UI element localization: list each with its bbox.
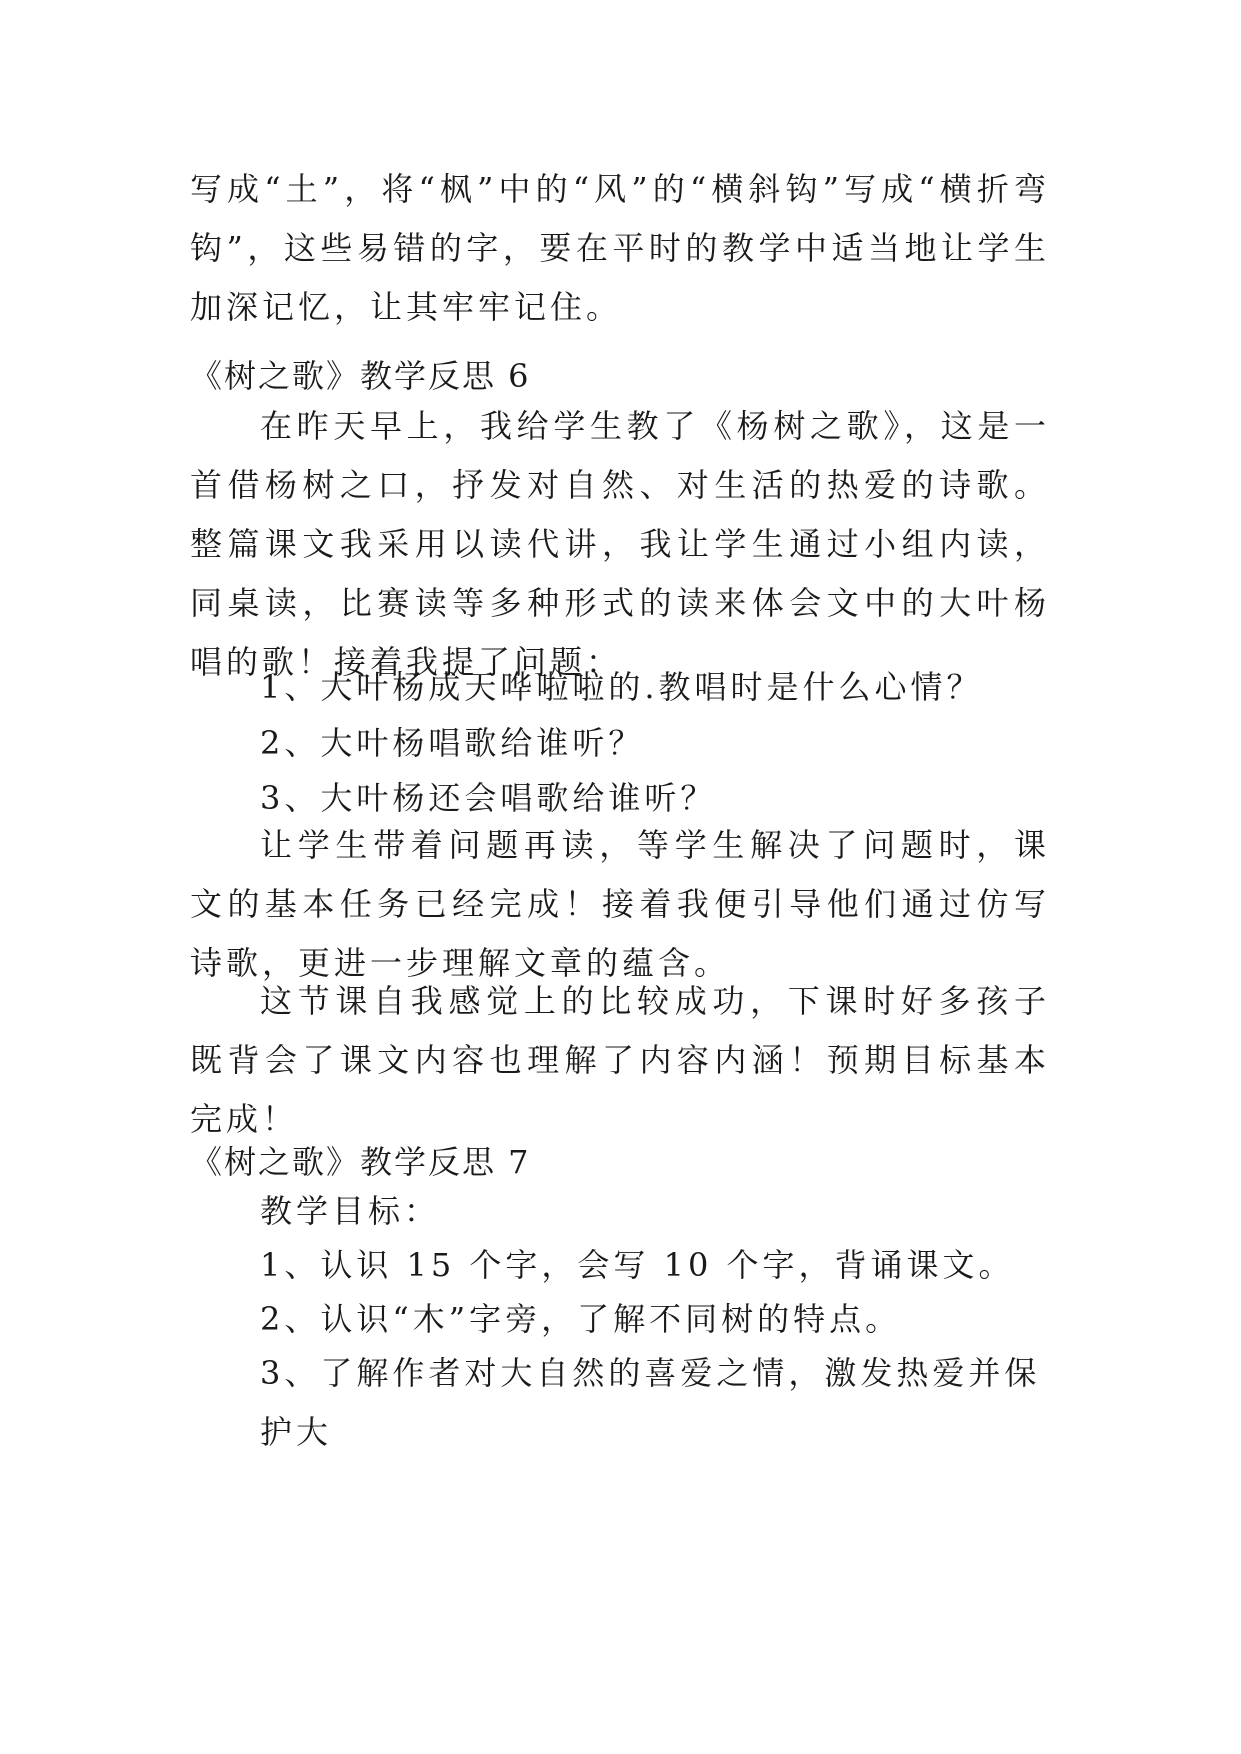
section-6-question-2: 2、大叶杨唱歌给谁听？ — [260, 724, 645, 762]
section-7-goal-1: 1、认识 15 个字，会写 10 个字，背诵课文。 — [260, 1246, 1015, 1284]
section-6-paragraph-1: 在昨天早上，我给学生教了《杨树之歌》，这是一首借杨树之口，抒发对自然、对生活的热爱的诗歌。整篇课文我采用以读代讲，我让学生通过小组内读，同桌读，比赛读等多种形式的读来体会文中的大叶杨唱的歌！接着我提了问题： — [190, 407, 1050, 681]
section-7-title: 《树之歌》教学反思 7 — [190, 1143, 531, 1181]
paragraph-continued: 写成“土”，将“枫”中的“风”的“横斜钩”写成“横折弯钩”，这些易错的字，要在平时的教学中适当地让学生加深记忆，让其牢牢记住。 — [190, 170, 1050, 326]
section-6-paragraph-3: 这节课自我感觉上的比较成功，下课时好多孩子既背会了课文内容也理解了内容内涵！预期目标基本完成！ — [190, 982, 1050, 1138]
section-7-goal-2: 2、认识“木”字旁，了解不同树的特点。 — [260, 1300, 902, 1338]
section-6-question-3: 3、大叶杨还会唱歌给谁听？ — [260, 779, 717, 817]
section-6-paragraph-2: 让学生带着问题再读，等学生解决了问题时，课文的基本任务已经完成！接着我便引导他们通过仿写诗歌，更进一步理解文章的蕴含。 — [190, 826, 1050, 982]
section-7-goal-label: 教学目标： — [260, 1192, 441, 1230]
section-6-question-1: 1、大叶杨成天哗啦啦的.教唱时是什么心情？ — [260, 668, 983, 706]
section-6-title: 《树之歌》教学反思 6 — [190, 357, 531, 395]
section-7-goal-3: 3、了解作者对大自然的喜爱之情，激发热爱并保护大 — [260, 1354, 1041, 1451]
